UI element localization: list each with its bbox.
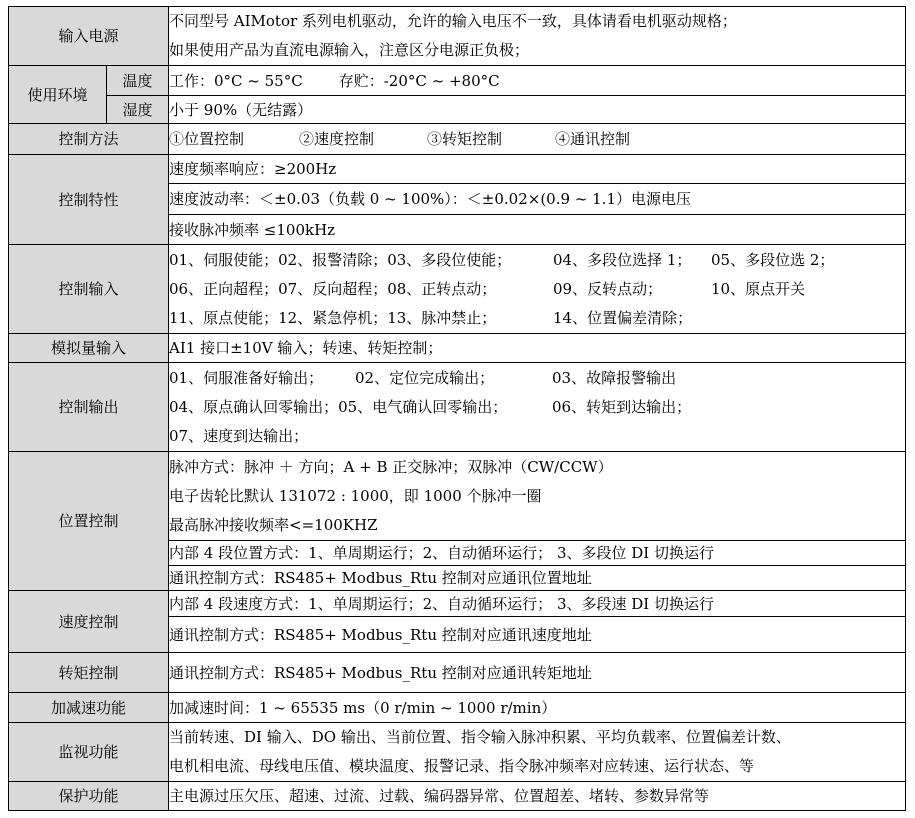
control-method-value: [169, 124, 906, 155]
humidity-label: 湿度: [107, 96, 169, 124]
power-line-2: 如果使用产品为直流电源输入，注意区分电源正负极；: [169, 41, 530, 59]
protection-label: 保护功能: [9, 782, 169, 811]
ci-3-b: 14、位置偏差清除；: [553, 308, 693, 327]
co-1-b: 02、定位完成输出；: [355, 368, 495, 387]
position-control-label: 位置控制: [9, 452, 169, 591]
row-accel: [9, 693, 906, 723]
temperature-label: 温度: [107, 66, 169, 96]
ci-1-a: 01、伺服使能；02、报警清除；03、多段位使能；: [169, 250, 512, 269]
row-position-control-1: [9, 452, 906, 541]
temperature-work: 工作：0°C ~ 55°C: [169, 71, 303, 90]
speed-control-label: 速度控制: [9, 591, 169, 653]
speed-internal: 内部 4 段速度方式：1、单周期运行；2、自动循环运行； 3、多段速 DI 切换运行: [169, 591, 906, 617]
analog-input-label: 模拟量输入: [9, 334, 169, 363]
temperature-value: [169, 66, 906, 96]
position-line-1: 脉冲方式：脉冲 ＋ 方向；A + B 正交脉冲；双脉冲（CW/CCW）: [169, 457, 613, 476]
monitor-label: 监视功能: [9, 723, 169, 782]
power-value: [169, 7, 906, 66]
control-char-line-3: 接收脉冲频率 ≤100kHz: [169, 215, 906, 245]
torque-comm: 通讯控制方式：RS485+ Modbus_Rtu 控制对应通讯转矩地址: [169, 653, 906, 693]
control-input-label: 控制输入: [9, 245, 169, 334]
accel-label: 加减速功能: [9, 693, 169, 723]
power-label: 输入电源: [9, 7, 169, 66]
ci-3-a: 11、原点使能；12、紧急停机；13、脉冲禁止；: [169, 308, 497, 327]
row-power: [9, 7, 906, 66]
ci-1-b: 04、多段位选择 1；: [553, 250, 692, 269]
row-env-temp: [9, 66, 906, 96]
monitor-value: [169, 723, 906, 782]
environment-label: 使用环境: [9, 66, 107, 124]
temperature-store: 存贮：-20°C ~ +80°C: [338, 71, 500, 90]
control-char-line-1: 速度频率响应：≥200Hz: [169, 155, 906, 184]
torque-control-label: 转矩控制: [9, 653, 169, 693]
monitor-line-2: 电机相电流、母线电压值、模块温度、报警记录、指令脉冲频率对应转速、运行状态、等: [169, 757, 755, 775]
control-output-line-1: [169, 364, 905, 393]
control-output-line-3: [169, 422, 905, 451]
co-1-c: 03、故障报警输出: [552, 368, 677, 387]
method-position: ①位置控制: [169, 130, 245, 148]
method-torque: ③转矩控制: [427, 130, 503, 148]
position-line-3: 最高脉冲接收频率<=100KHZ: [169, 515, 378, 534]
control-char-label: 控制特性: [9, 155, 169, 245]
spec-table: [8, 6, 906, 811]
analog-input-value: AI1 接口±10V 输入；转速、转矩控制；: [169, 334, 906, 363]
position-internal: 内部 4 段位置方式：1、单周期运行；2、自动循环运行； 3、多段位 DI 切换运行: [169, 541, 906, 566]
row-control-input: [9, 245, 906, 334]
co-1-a: 01、伺服准备好输出；: [169, 368, 324, 387]
protection-value: 主电源过压欠压、超速、过流、过载、编码器异常、位置超差、堵转、参数异常等: [169, 782, 906, 811]
method-speed: ②速度控制: [299, 130, 375, 148]
ci-2-b: 09、反转点动；: [553, 279, 663, 298]
ci-2-c: 10、原点开关: [711, 279, 806, 298]
row-control-output: [9, 363, 906, 452]
monitor-line-1: 当前转速、DI 输入、DO 输出、当前位置、指令输入脉冲积累、平均负载率、位置偏差计数、: [169, 728, 791, 746]
row-monitor: [9, 723, 906, 782]
position-control-value: [169, 452, 906, 541]
row-env-humidity: [9, 96, 906, 124]
control-output-line-2: [169, 393, 905, 422]
control-output-label: 控制输出: [9, 363, 169, 452]
accel-value: 加减速时间：1 ~ 65535 ms（0 r/min ~ 1000 r/min）: [169, 693, 906, 723]
ci-1-c: 05、多段位选 2；: [711, 250, 835, 269]
control-output-value: [169, 363, 906, 452]
row-speed-control-1: [9, 591, 906, 617]
co-2-a: 04、原点确认回零输出；05、电气确认回零输出；: [169, 397, 508, 416]
row-torque-control: [9, 653, 906, 693]
row-control-method: [9, 124, 906, 155]
control-input-line-3: [169, 304, 905, 333]
co-3-a: 07、速度到达输出；: [169, 426, 309, 445]
position-line-2: 电子齿轮比默认 131072 : 1000，即 1000 个脉冲一圈: [169, 486, 542, 505]
row-analog-input: [9, 334, 906, 363]
position-comm: 通讯控制方式：RS485+ Modbus_Rtu 控制对应通讯位置地址: [169, 566, 906, 591]
row-protection: [9, 782, 906, 811]
control-input-line-1: [169, 246, 905, 275]
control-method-label: 控制方法: [9, 124, 169, 155]
control-char-line-2: 速度波动率：＜±0.03（负载 0 ~ 100%）：＜±0.02×(0.9 ~ 1.1）电源电压: [169, 184, 906, 215]
co-2-b: 06、转矩到达输出；: [552, 397, 692, 416]
speed-comm: 通讯控制方式：RS485+ Modbus_Rtu 控制对应通讯速度地址: [169, 617, 906, 653]
control-input-line-2: [169, 275, 905, 304]
power-line-1: 不同型号 AIMotor 系列电机驱动，允许的输入电压不一致，具体请看电机驱动规格；: [169, 12, 737, 30]
row-control-char-1: [9, 155, 906, 184]
control-input-value: [169, 245, 906, 334]
method-comm: ④通讯控制: [555, 130, 631, 148]
ci-2-a: 06、正向超程；07、反向超程；08、正转点动；: [169, 279, 497, 298]
humidity-value: 小于 90%（无结露）: [169, 96, 906, 124]
